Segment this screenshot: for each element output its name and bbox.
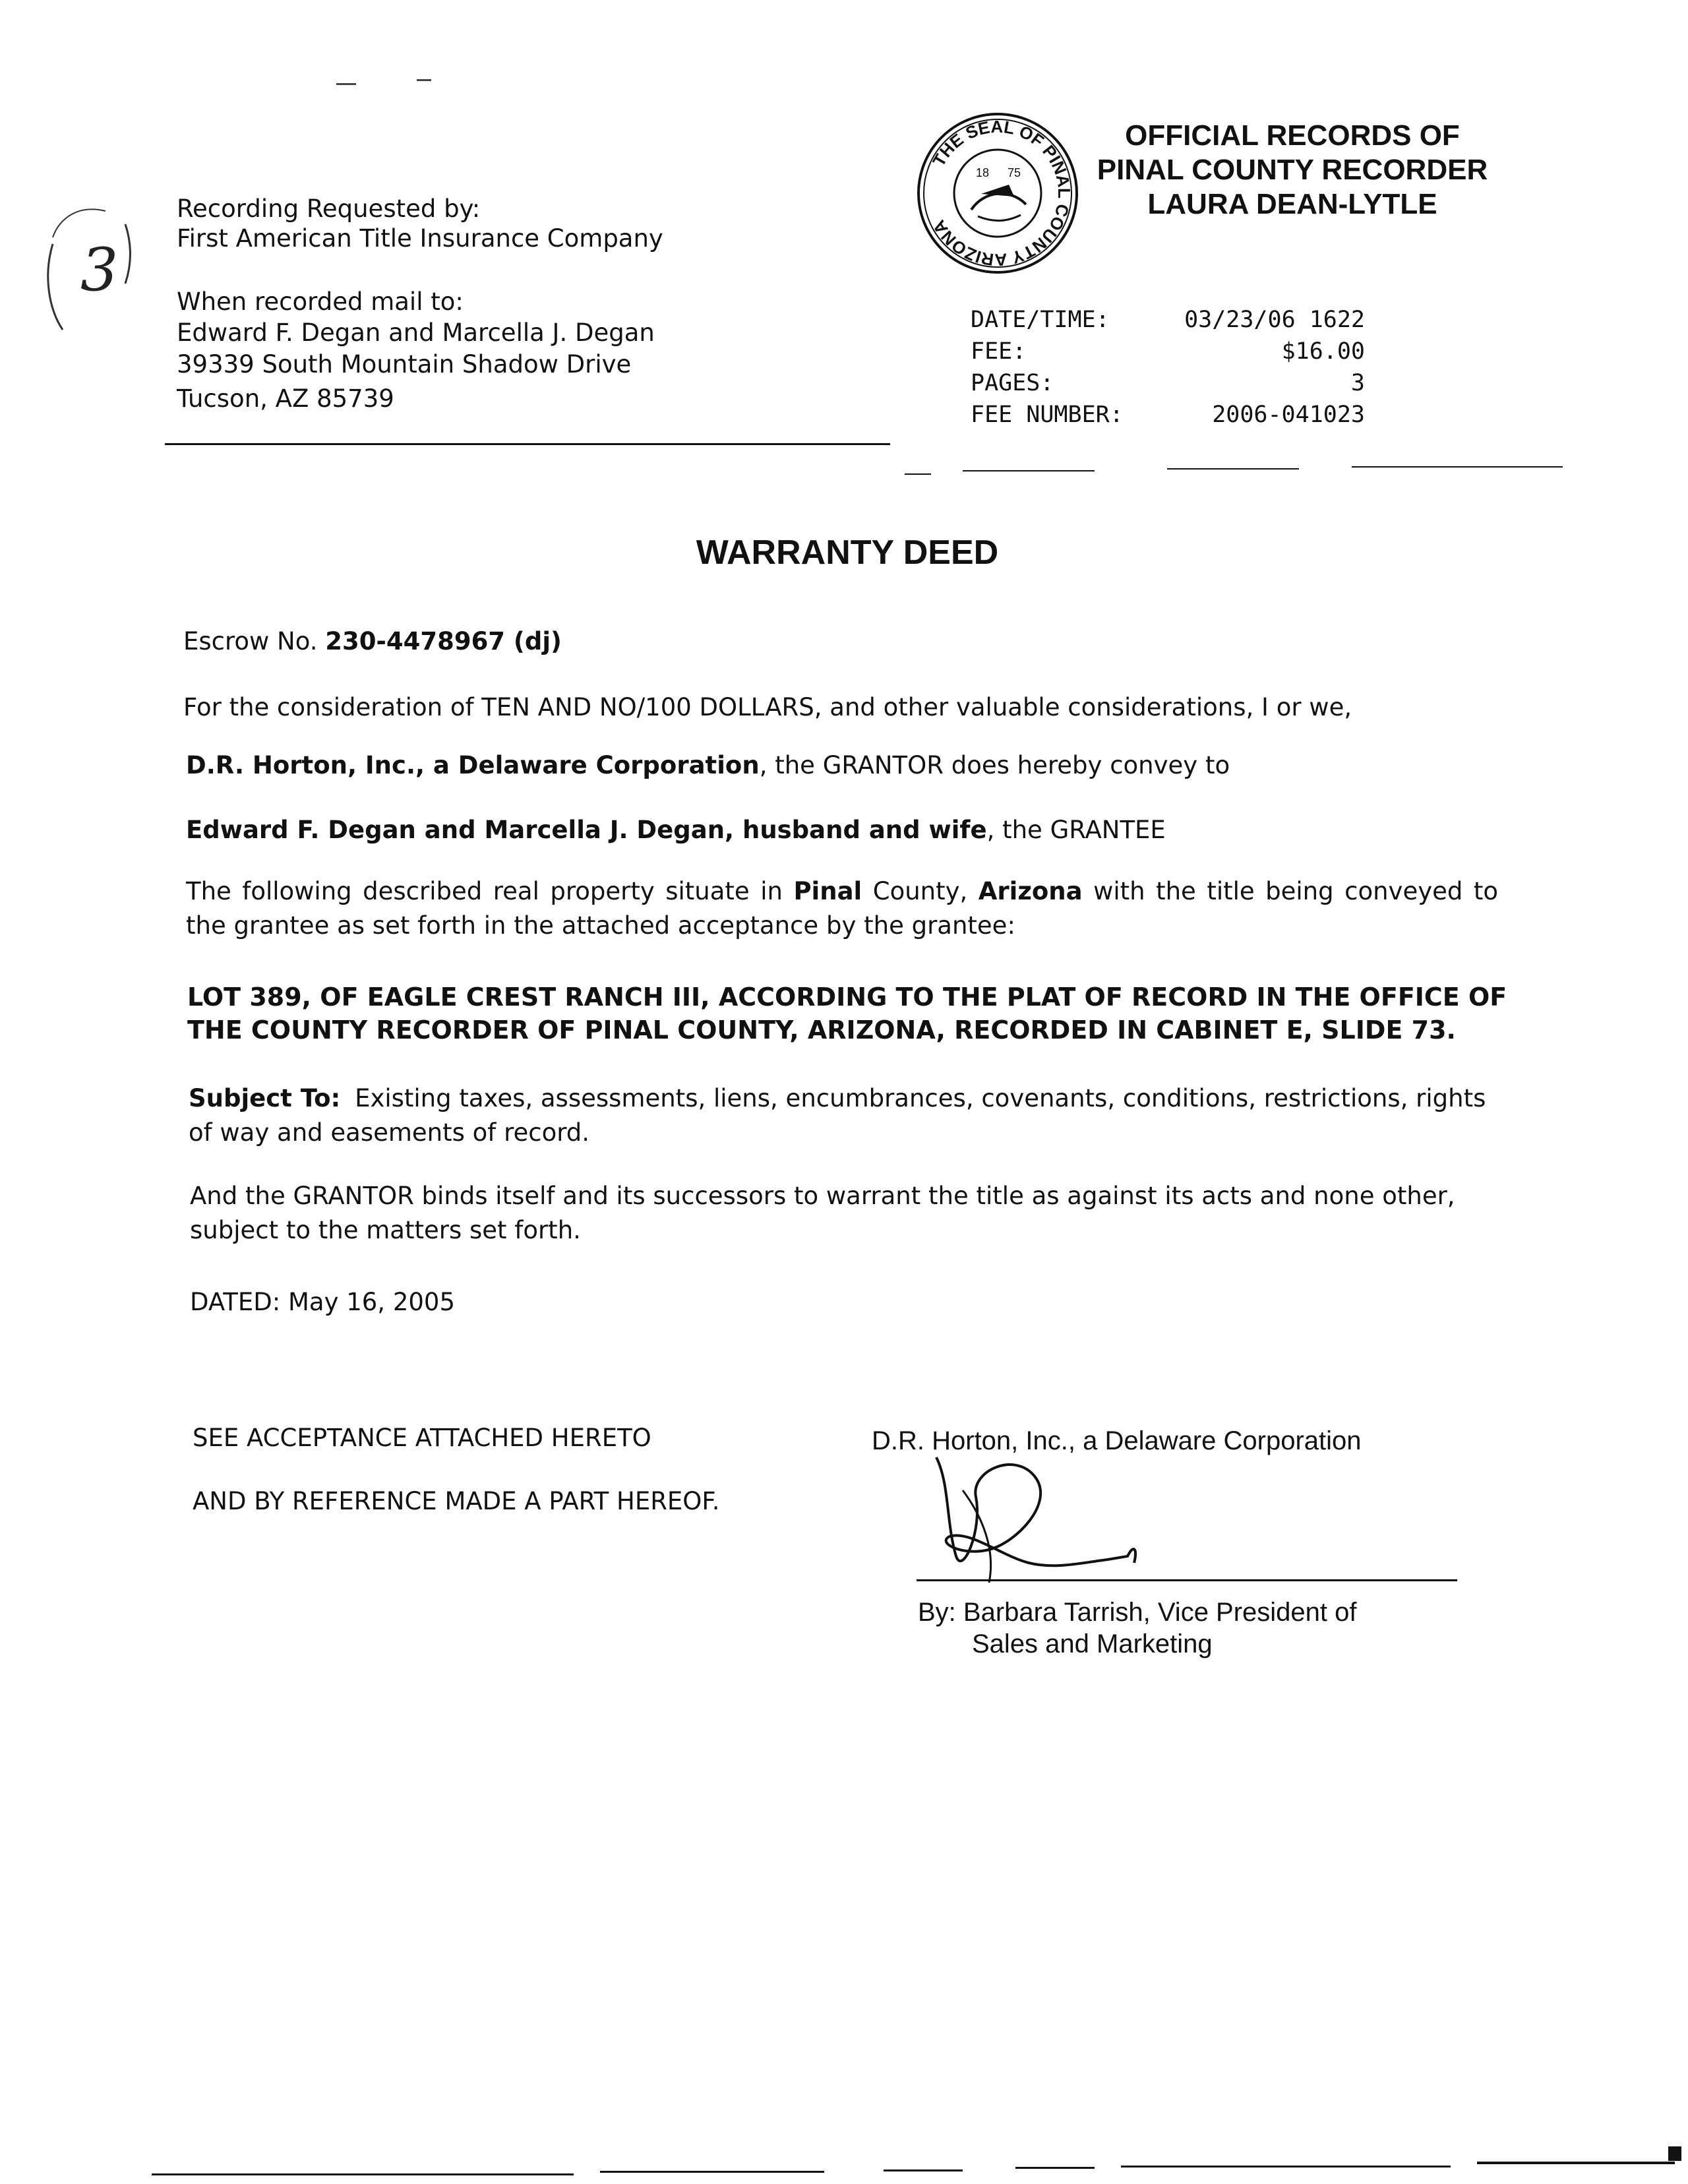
recorder-title-line1: OFFICIAL RECORDS OF [1125,119,1460,152]
document-title: WARRANTY DEED [696,533,999,572]
subject-to-paragraph [189,1081,1501,1150]
recording-requested-label: Recording Requested by: [177,195,481,223]
consideration-text: For the consideration of TEN AND NO/100 DOLLARS, and other valuable considerations, I or we, [183,693,1352,721]
margin-note [33,198,145,349]
scan-rule [1121,2166,1451,2168]
date-time-label: DATE/TIME: [971,307,1110,333]
scan-rule [963,470,1095,471]
county-seal [915,111,1080,276]
pages-label: PAGES: [971,370,1054,396]
dated-line: DATED: May 16, 2005 [190,1288,455,1316]
escrow-number: 230-4478967 (dj) [325,627,562,655]
svg-text:18: 18 [976,166,990,179]
grantor-suffix: , the GRANTOR does hereby convey to [759,751,1230,779]
fee-label: FEE: [971,338,1027,365]
legal-description-line2: THE COUNTY RECORDER OF PINAL COUNTY, ARIZONA, RECORDED IN CABINET E, SLIDE 73. [187,1016,1456,1045]
scan-rule [884,2169,963,2171]
grantor-name: D.R. Horton, Inc., a Delaware Corporation [186,751,760,779]
scan-mark [336,78,356,85]
svg-text:75: 75 [1008,166,1021,179]
property-text-start: The following described real property situate in [186,877,783,905]
scan-rule [905,473,931,475]
property-text-end: with the title being conveyed to the grantee as set forth in the attached acceptance by the grantee: [186,877,1498,940]
grantor-line [186,749,1230,781]
fee-value: $16.00 [1281,338,1365,365]
signature-rule [917,1579,1457,1581]
svg-text:THE SEAL OF PINAL COUNTY ARIZO: THE SEAL OF PINAL COUNTY ARIZONA [928,116,1075,270]
subject-to-text: Existing taxes, assessments, liens, encumbrances, covenants, conditions, restrictions, rights of way and easements of record. [189,1084,1486,1147]
property-paragraph [186,874,1498,943]
signatory-company: D.R. Horton, Inc., a Delaware Corporation [872,1426,1362,1455]
date-time-value: 03/23/06 1622 [1184,307,1365,333]
property-county: Pinal [793,877,862,905]
svg-text:3: 3 [80,235,119,305]
pages-value: 3 [1350,370,1365,396]
recorder-name: LAURA DEAN-LYTLE [1147,188,1437,220]
scan-rule [1477,2162,1675,2164]
legal-description-line1: LOT 389, OF EAGLE CREST RANCH III, ACCORDING TO THE PLAT OF RECORD IN THE OFFICE OF [187,983,1507,1012]
signatory-title-cont: Sales and Marketing [972,1629,1213,1658]
scan-rule [600,2171,824,2173]
mail-to-name: Edward F. Degan and Marcella J. Degan [177,318,655,347]
signatory-name-title: By: Barbara Tarrish, Vice President of [918,1598,1357,1627]
scan-mark [1668,2146,1681,2161]
recorder-title-line2: PINAL COUNTY RECORDER [1097,154,1488,186]
scan-rule [1015,2167,1095,2169]
grantee-suffix: , the GRANTEE [986,816,1166,844]
signature [910,1431,1207,1602]
grantee-name: Edward F. Degan and Marcella J. Degan, husband and wife [186,816,987,844]
grantee-line [186,814,1166,846]
warranty-paragraph: And the GRANTOR binds itself and its successors to warrant the title as against its acts and none other, subject to the matters set forth. [190,1182,1455,1244]
address-rule [165,443,890,445]
mail-to-street: 39339 South Mountain Shadow Drive [177,350,632,379]
acceptance-line1: SEE ACCEPTANCE ATTACHED HERETO [193,1424,651,1452]
mail-to-city: Tucson, AZ 85739 [177,384,394,413]
recording-requested-by: First American Title Insurance Company [177,224,663,253]
subject-to-label: Subject To: [189,1084,341,1112]
property-county-word: County, [872,877,968,905]
scan-rule [152,2173,574,2175]
scan-mark [417,74,431,81]
scan-rule [1352,466,1563,468]
fee-number-value: 2006-041023 [1212,402,1365,428]
acceptance-line2: AND BY REFERENCE MADE A PART HEREOF. [193,1487,720,1515]
escrow-line [183,625,562,657]
escrow-label: Escrow No. [183,627,318,655]
scan-rule [1167,468,1299,470]
fee-number-label: FEE NUMBER: [971,402,1124,428]
mail-to-label: When recorded mail to: [177,288,464,316]
property-state: Arizona [978,877,1083,905]
